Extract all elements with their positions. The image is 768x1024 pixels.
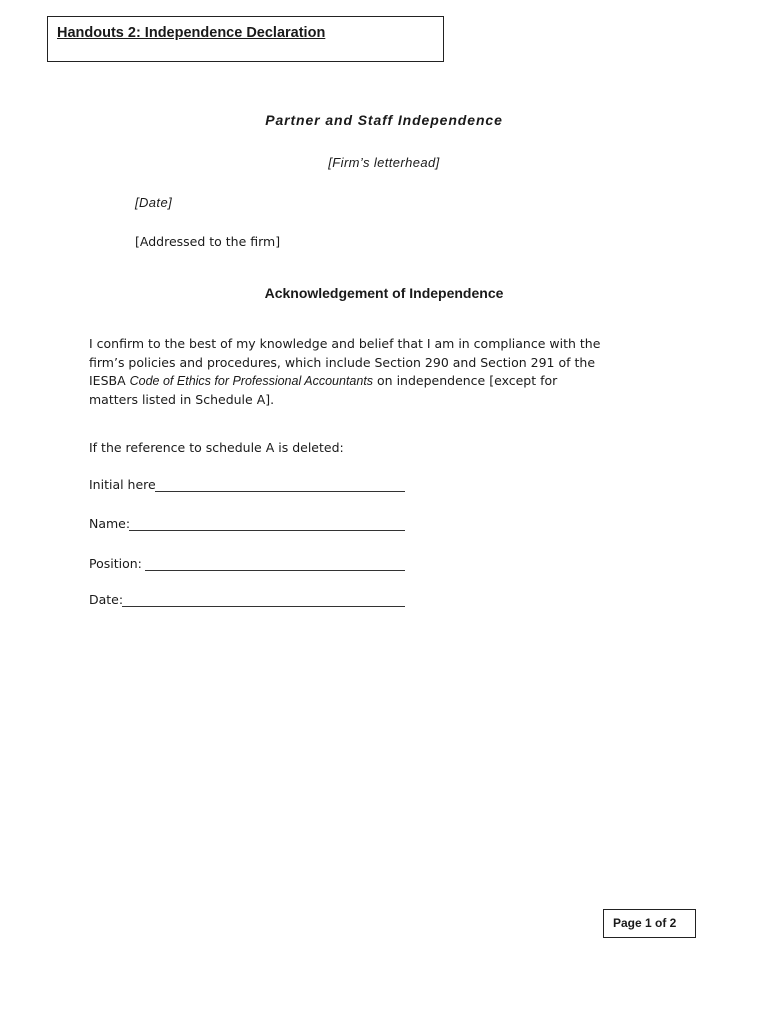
position-label: Position: [89,556,142,571]
initial-field[interactable] [89,475,409,495]
schedule-note: If the reference to schedule A is deleted: [89,440,344,455]
position-input-line[interactable] [145,570,405,571]
code-of-ethics-title: Code of Ethics for Professional Accountants [129,374,374,389]
date-label: Date: [89,592,124,607]
statement-text-part2: on independence [except for matters listed in Schedule A]. [89,373,558,407]
statement-text-part1: I confirm to the best of my knowledge and belief that I am in compliance with the firm’s policies and procedures, which include Section 290 and Section 291 of the IESBA [89,336,601,389]
position-field[interactable] [89,554,409,574]
letterhead-placeholder: [Firm’s letterhead] [328,155,440,170]
name-input-line[interactable] [129,530,405,531]
initial-label: Initial here [89,477,156,492]
name-field[interactable] [89,514,409,534]
addressee-placeholder: [Addressed to the firm] [135,234,281,249]
handout-title-box [47,16,444,62]
handout-title: Handouts 2: Independence Declaration [57,25,326,41]
name-label: Name: [89,516,131,531]
page-number: Page 1 of 2 [613,916,677,930]
initial-signature-line[interactable] [155,491,405,492]
date-placeholder: [Date] [135,195,173,210]
page-number-box [603,909,696,938]
independence-statement [89,335,609,409]
document-heading: Partner and Staff Independence [265,112,503,128]
date-field[interactable] [89,590,409,610]
acknowledgement-heading: Acknowledgement of Independence [264,285,504,301]
date-input-line[interactable] [122,606,405,607]
